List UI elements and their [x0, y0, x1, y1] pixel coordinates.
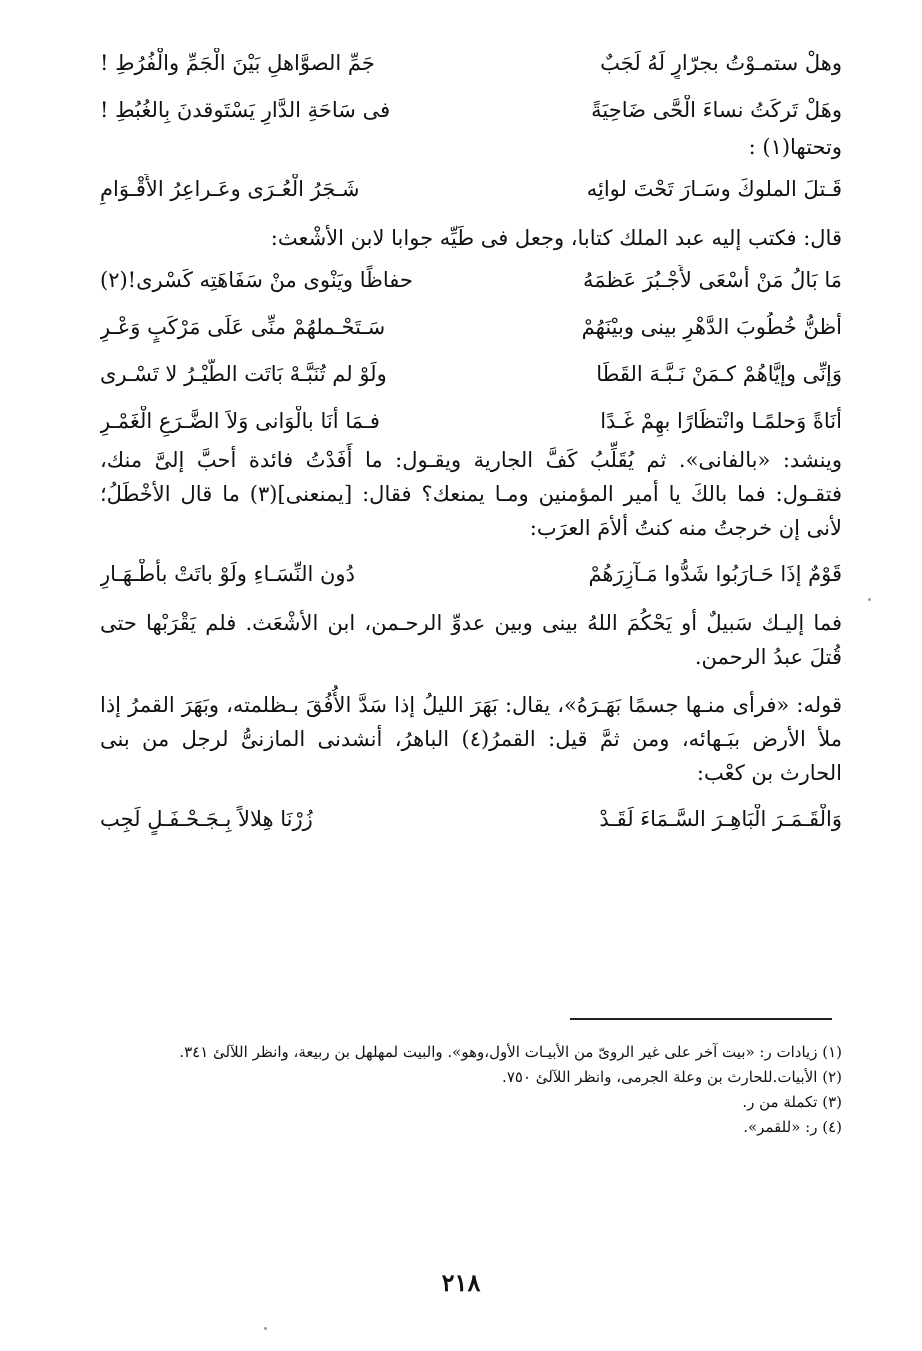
verse-second-hemistich: ولَوْ لم تُنَبَّـهْ بَاتَت الطَّيْـرُ لا تَسْـرى [100, 362, 387, 386]
verse-first-hemistich: أنَاةً وَحلمًـا وانْتظَارًا بهِمْ غَـدًا [600, 409, 842, 433]
prose-paragraph: قوله: «فرأى منـها جسمًا بَهَـرَهُ»، يقال: بَهَرَ الليلُ إذا سَدَّ الأُفُقَ بـظلمته، وبَهَرَ القمرُ إذا ملأ الأرض ببَـهائه، ومن ثمَّ قيل: القمرُ(٤) الباهرُ، أنشدنى المازنىُّ لرجل من بنى الحارث بن كعْب: [100, 693, 842, 785]
verse-line [100, 312, 842, 343]
intro-line: وتحتها(١) : [748, 135, 842, 159]
page-number: ٢١٨ [441, 1268, 481, 1297]
verse-line [100, 804, 842, 835]
verse-line [100, 359, 842, 390]
verse-line [100, 95, 842, 126]
verse-second-hemistich: سَـتَحْـملهُمْ منِّى عَلَى مَرْكَبٍ وَعْـرِ [100, 315, 386, 339]
verse-second-hemistich: دُون النِّسَـاءِ ولَوْ باتَتْ بأَطْـهَـارِ [100, 562, 355, 586]
footnote: (٢) الأبيات.للحارث بن وعلة الجرمى، وانظر اللآلئ ٧٥٠. [502, 1068, 842, 1086]
verse-first-hemistich: أظنُّ خُطُوبَ الدَّهْرِ بينى وبيْنَهُمْ [581, 315, 842, 339]
footnotes [100, 1040, 842, 1140]
main-text [100, 48, 842, 851]
verse-second-hemistich: فـمَا أنَا بالْوَانى وَلاَ الضَّـرَعِ الْغَمْـرِ [100, 409, 380, 433]
verse-second-hemistich: شَـجَرُ الْعُـرَى وعَـراعِرُ الأَقْـوَامِ [100, 177, 360, 201]
footnote: (١) زيادات ر: «بيت آخر على غير الروىّ من الأبيـات الأول،وهو». والبيت لمهلهل بن ربيعة، وانظر اللآلئ ٣٤١. [179, 1043, 842, 1061]
verse-first-hemistich: قَـتلَ الملوكَ وسَـارَ تَحْتَ لوائِه [586, 177, 842, 201]
verse-first-hemistich: وهَلْ تَركَتُ نساءَ الْحَّى ضَاحِيَةً [591, 98, 842, 122]
prose-paragraph: وينشد: «بالفانى». ثم يُقَلِّبُ كَفَّ الجارية ويقـول: ما أَفَدْتُ فائدة أحبَّ إلىَّ منك، فتقـول: فما بالكَ يا أمير المؤمنين ومـا يمنعك؟ فقال: [يمنعنى](٣) ما قال الأخْطَلُ؛ لأنى إن خرجتُ منه كنتُ ألأمَ العرَب: [100, 448, 842, 540]
scan-speck [264, 1327, 267, 1330]
verse-first-hemistich: وَالْقَـمَـرَ الْبَاهِـرَ السَّـمَاءَ لَقَـدْ [599, 807, 842, 831]
prose-paragraph: فما إليـك سَبيلٌ أو يَحْكُمَ اللهُ بينى وبين عدوِّ الرحـمن، ابن الأشْعَث. فلم يَقْرَبْها حتى قُتلَ عبدُ الرحمن. [100, 611, 842, 669]
verse-line [100, 48, 842, 79]
intro-line: قال: فكتب إليه عبد الملك كتابا، وجعل فى طَيِّه جوابا لابن الأشْعث: [270, 226, 842, 250]
verse-first-hemistich: وَإنِّى وإيَّاهُمْ كـمَنْ نَـبَّـهَ القَطَا [596, 362, 842, 386]
verse-first-hemistich: وهلْ ستمـوْتُ بجرّارٍ لَهُ لَجَبٌ [600, 51, 842, 75]
verse-second-hemistich: حفاظًا ويَنْوى منْ سَفَاهَتِه كَسْرى!(٢) [100, 268, 413, 292]
verse-second-hemistich: فى سَاحَةِ الدَّارِ يَسْتَوقدنَ بِالغُبُطِ ! [100, 98, 391, 122]
footnote-divider [570, 1018, 832, 1020]
verse-first-hemistich: قَوْمٌ إذَا حَـارَبُوا شَدُّوا مَـآزِرَهُمْ [588, 562, 842, 586]
verse-second-hemistich: زُرْنَا هِلالاً بِـجَـحْـفَـلٍ لَجِب [100, 807, 313, 831]
verse-line [100, 174, 842, 205]
verse-line [100, 406, 842, 437]
footnote: (٤) ر: «للقمر». [743, 1118, 842, 1136]
verse-line [100, 559, 842, 590]
verse-line [100, 265, 842, 296]
footnote: (٣) تكملة من ر. [742, 1093, 842, 1111]
verse-second-hemistich: جَمِّ الصوَّاهلِ بَيْنَ الْجَمِّ والْفُرُطِ ! [100, 51, 375, 75]
verse-first-hemistich: مَا بَالُ مَنْ أسْعَى لأَجْـبُرَ عَظمَهُ [582, 268, 842, 292]
scan-speck [868, 598, 871, 601]
